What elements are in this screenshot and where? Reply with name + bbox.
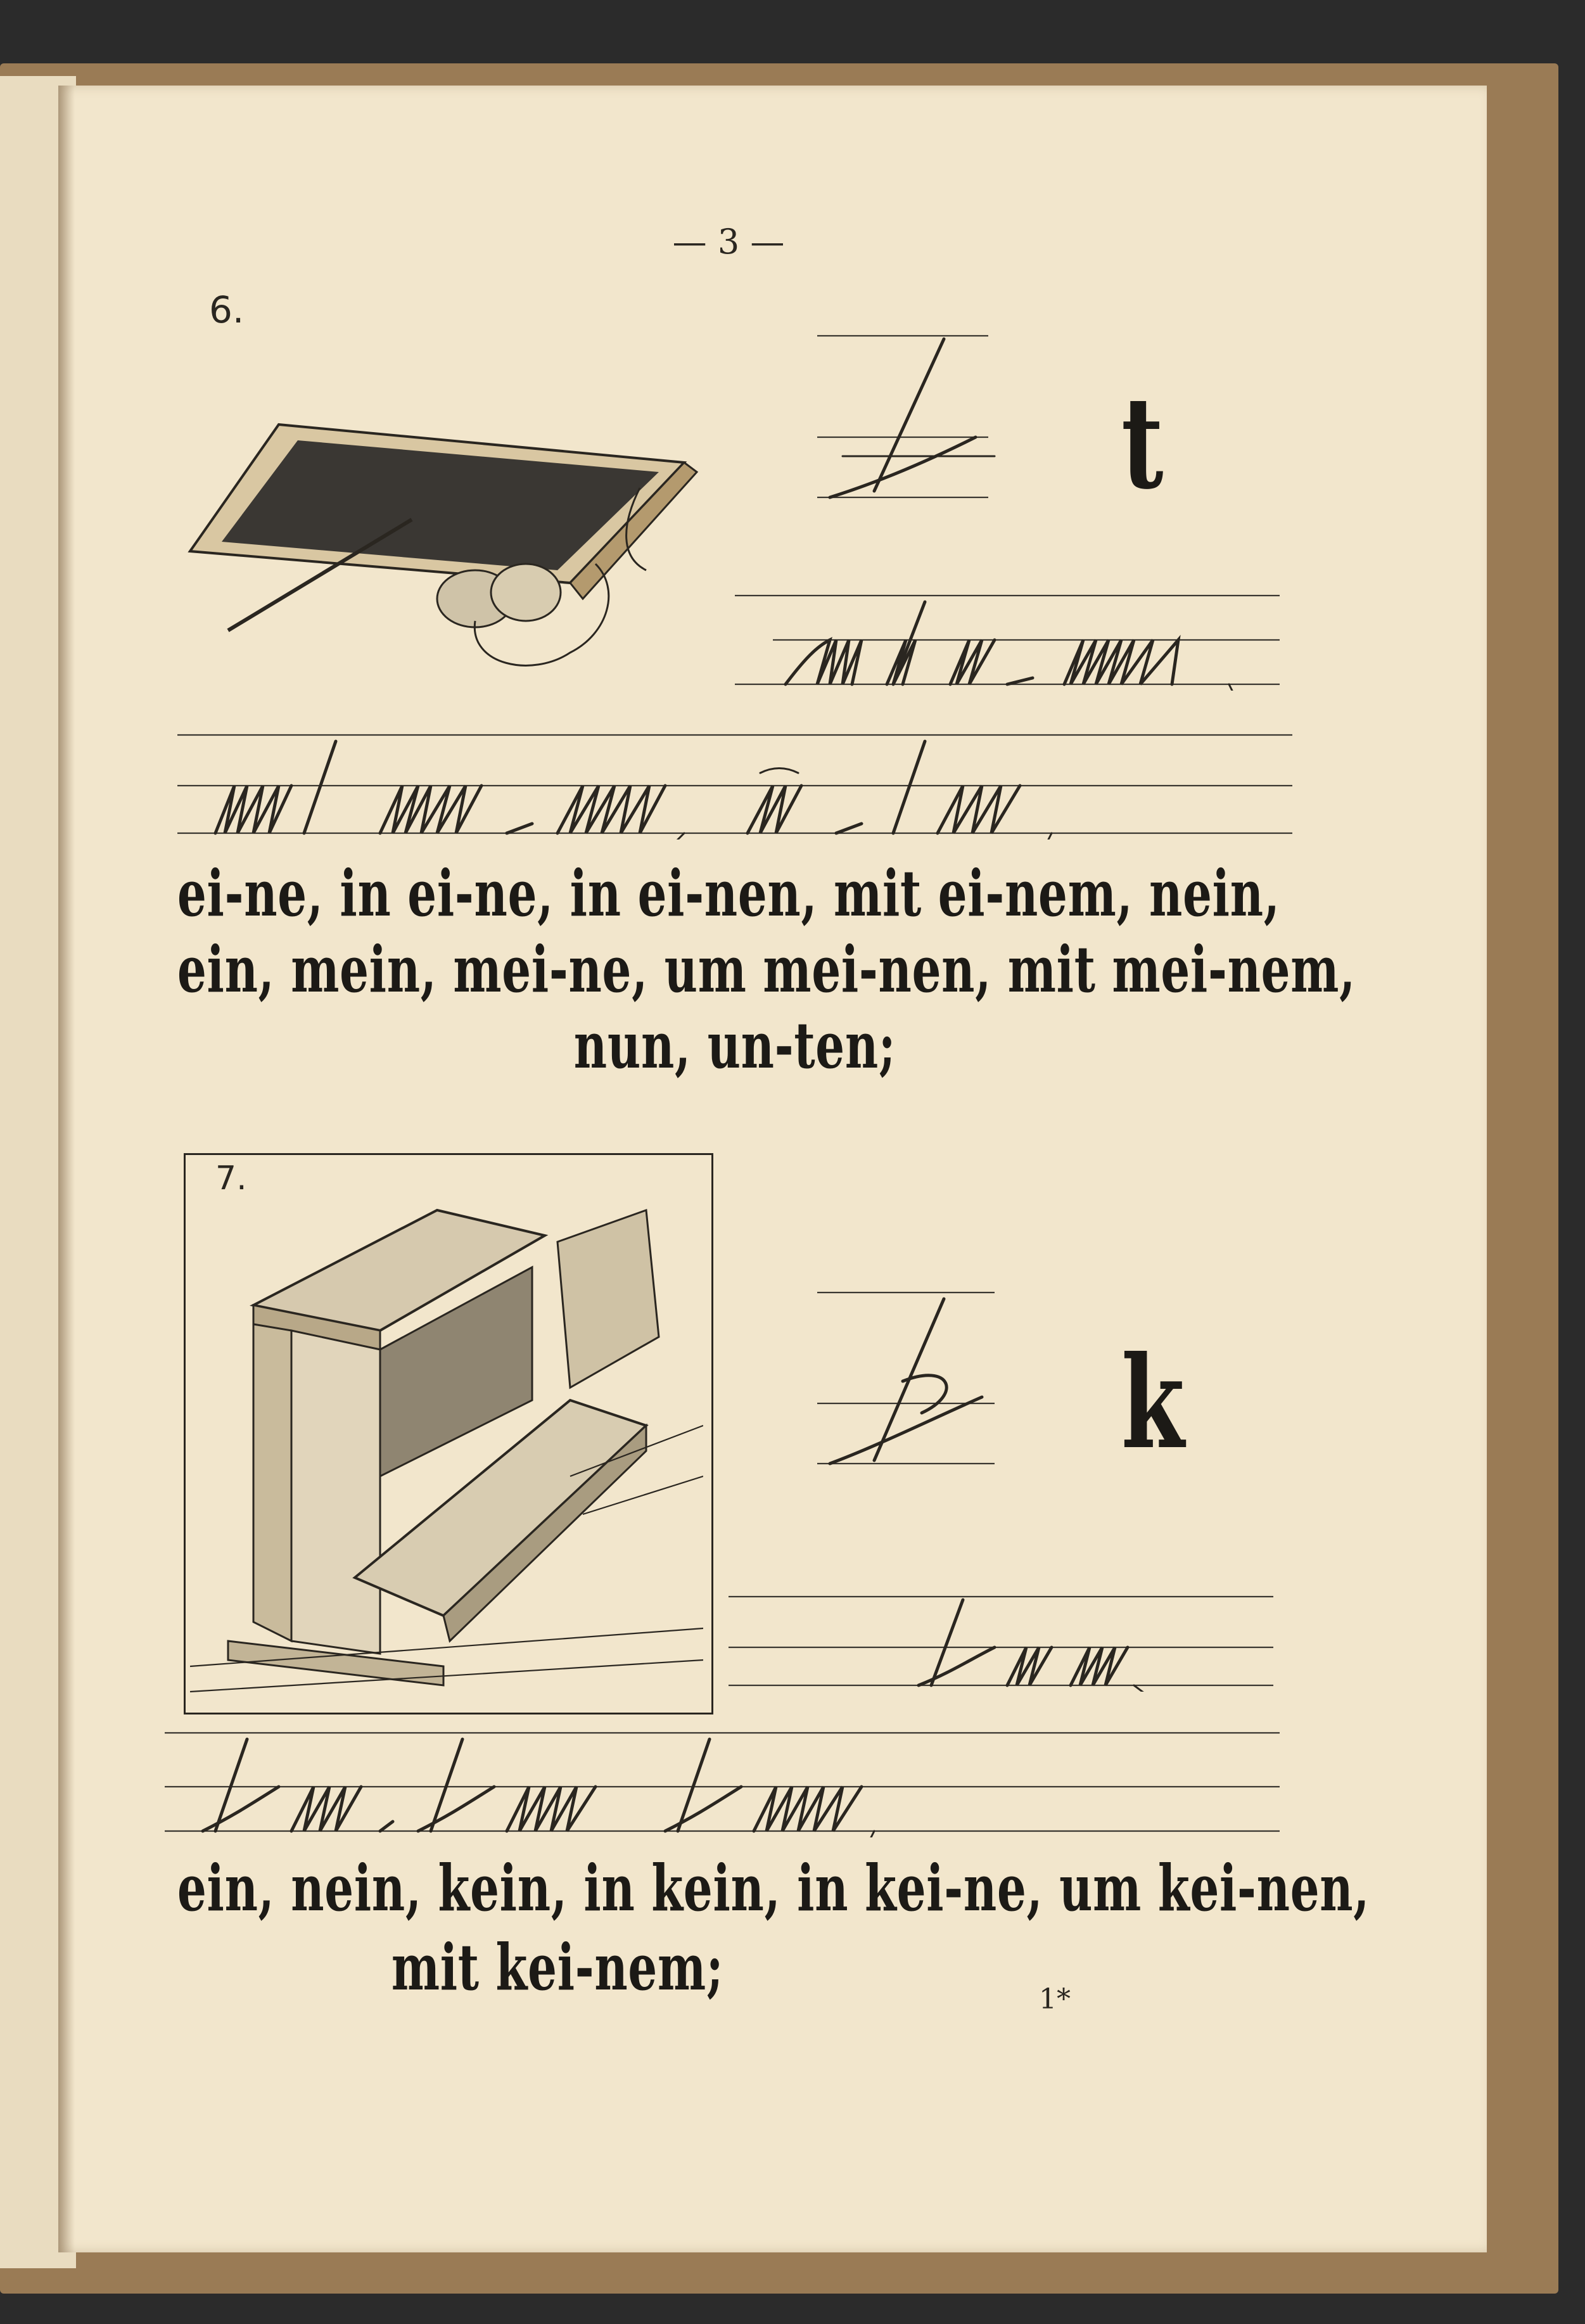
section-number: 7. (215, 1159, 247, 1197)
print-letter-t: t (1121, 369, 1164, 518)
printer-signature: 1* (1039, 1983, 1071, 2015)
script-letter-t-guide (805, 329, 1007, 507)
desk-image (190, 1159, 703, 1704)
slate-image (190, 425, 697, 665)
handwriting-line-3 (729, 1590, 1273, 1692)
print-letter-k: k (1121, 1329, 1185, 1478)
page-header: — 3 — (672, 222, 785, 262)
handwriting-line-4 (165, 1727, 1280, 1837)
text-line-4: ein, nein, kein, in kein, in kei-ne, um kei-nen, (177, 1851, 1370, 1925)
script-letter-k-guide (805, 1286, 1014, 1476)
slate-illustration (177, 380, 722, 710)
handwriting-line-1 (735, 589, 1280, 691)
text-line-3: nun, un-ten; (573, 1008, 896, 1083)
text-line-5: mit kei-nem; (391, 1930, 724, 2005)
handwriting-line-2 (177, 729, 1292, 840)
page-gutter-shadow (58, 86, 75, 2252)
text-line-1: ei-ne, in ei-ne, in ei-nen, mit ei-nem, nein, (177, 856, 1280, 931)
text-line-2: ein, mein, mei-ne, um mei-nen, mit mei-nem, (177, 932, 1356, 1007)
section-number: 6. (209, 288, 245, 331)
